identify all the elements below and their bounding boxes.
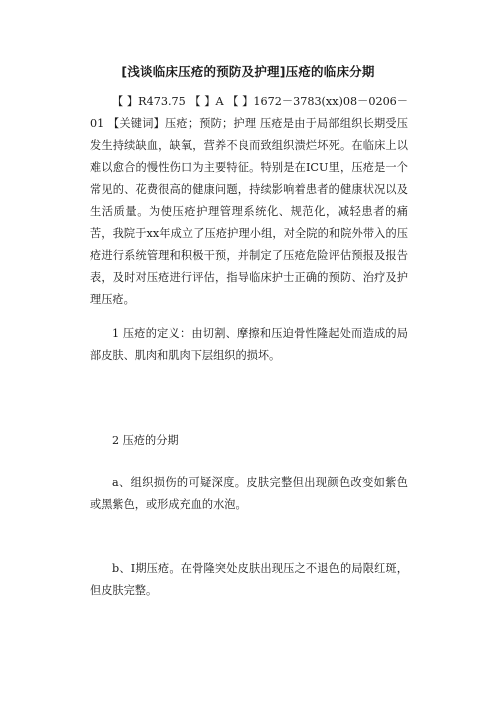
document-title: [浅谈临床压疮的预防及护理]压疮的临床分期 — [121, 64, 375, 79]
stage-b-paragraph: b、Ⅰ期压疮。在骨隆突处皮肤出现压之不退色的局限红斑，但皮肤完整。 — [90, 562, 408, 597]
intro-paragraph: 【 】R473.75 【 】A 【 】1672－3783(xx)08－0206－01 【关键词】压疮；预防；护理 压疮是由于局部组织长期受压发生持续缺血，缺氧，营养不良而致组织溃烂坏死。在临床上以难以愈合的慢性伤口为主要特征。特别是在ICU里，压疮是一个常见的、花费很高的健康问题，持续影响着患者的健康状况以及生活质量。为使压疮护理管理系统化、规范化，减轻患者的痛苦，我院于xx年成立了压疮护理小组，对全院的和院外带入的压疮进行系统管理和积极干预，并制定了压疮危险评估预报及报告表，及时对压疮进行评估，指导临床护士正确的预防、治疗及护理压疮。 — [90, 95, 408, 306]
definition-paragraph: 1 压疮的定义：由切割、摩擦和压迫骨性隆起处而造成的局部皮肤、肌肉和肌肉下层组织的损坏。 — [90, 327, 408, 362]
staging-heading: 2 压疮的分期 — [112, 434, 179, 447]
stage-a-paragraph: a、组织损伤的可疑深度。皮肤完整但出现颜色改变如紫色或黑紫色，或形成充血的水泡。 — [90, 476, 408, 511]
